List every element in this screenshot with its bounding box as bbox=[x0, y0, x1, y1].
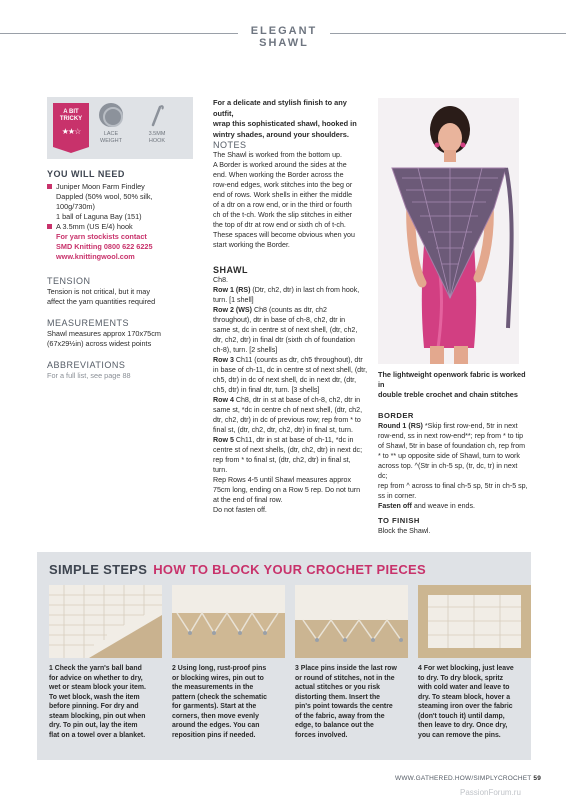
site-watermark: PassionForum.ru bbox=[460, 788, 521, 797]
step-line: before pinning. For dry and bbox=[49, 703, 139, 710]
shawl-line: final st, (dtr, ch2, dtr, ch2, dtr) in final st, turn. bbox=[213, 426, 353, 434]
notes-line: end of rows. Work shells in either the middle bbox=[213, 191, 353, 199]
shawl-line: dtr, ch2, dtr) in dc of previous row; rep from * to bbox=[213, 416, 361, 424]
notes-line: of a dtr on a row end, or in the third or fourth bbox=[213, 201, 352, 209]
shawl-line: 75cm long, ending on a Row 5 rep. Do not turn bbox=[213, 486, 361, 494]
hook-label-line2: HOOK bbox=[148, 138, 166, 144]
step-line: the measurements in the bbox=[172, 684, 254, 691]
step-4-illustration bbox=[418, 585, 531, 658]
material-line: Dappled (50% wool, 50% silk, bbox=[56, 192, 153, 201]
notes-line: ch of the t-ch. Work the slip stitches in either bbox=[213, 211, 353, 219]
page-number: 59 bbox=[533, 775, 542, 782]
bullet-square bbox=[47, 224, 52, 229]
material-line: 100g/730m) bbox=[56, 202, 95, 211]
row5-label: Row 5 bbox=[213, 436, 234, 444]
step-line: you can remove the pins. bbox=[418, 731, 501, 739]
row4-text: Ch8, dtr in st at base of ch-8, ch2, dtr in bbox=[233, 396, 361, 404]
intro-line: wintry shades, around your shoulders. bbox=[213, 129, 349, 139]
step-1-image bbox=[49, 585, 162, 658]
row2-label: Row 2 (WS) bbox=[213, 306, 253, 314]
step-2-image bbox=[172, 585, 285, 658]
material-item bbox=[47, 182, 197, 222]
step-line: for garments). Start at the bbox=[172, 703, 257, 710]
step-line: with cold water and leave to bbox=[418, 684, 510, 691]
header-rule-left bbox=[0, 33, 238, 34]
row2 bbox=[213, 305, 368, 315]
shawl-line: dtr, ch2, dtr) in final dtr (sixth ch of foundation bbox=[213, 336, 355, 344]
step-2-text bbox=[172, 664, 288, 740]
step-line: of the fabric, away from the bbox=[295, 712, 385, 720]
row1-text: (Dtr, ch2, dtr) in last ch from hook, bbox=[250, 286, 360, 294]
row4-label: Row 4 bbox=[213, 396, 234, 404]
stockists-link[interactable]: www.knittingwool.com bbox=[56, 252, 135, 261]
tension-text bbox=[47, 287, 197, 307]
difficulty-stars: ★★☆ bbox=[61, 127, 81, 136]
measurements-line: Shawl measures approx 170x75cm bbox=[47, 329, 161, 338]
material-line: 1 ball of Laguna Bay (151) bbox=[56, 212, 142, 221]
material-line: Juniper Moon Farm Findley bbox=[56, 182, 145, 191]
measurements-text bbox=[47, 329, 197, 349]
page-title: ELEGANT SHAWL bbox=[250, 25, 318, 49]
step-2-illustration bbox=[172, 585, 285, 658]
step-line: around the edges. You can bbox=[172, 722, 260, 729]
fasten-off-line bbox=[378, 501, 528, 511]
row4 bbox=[213, 395, 368, 405]
page-header bbox=[0, 22, 566, 49]
row3 bbox=[213, 355, 368, 365]
row5-text: Ch11, dtr in st at base of ch-11, *dc in bbox=[233, 436, 354, 444]
notes-line: end. When working the Border across the bbox=[213, 171, 344, 179]
crochet-hook-icon bbox=[145, 103, 169, 127]
row3-text: Ch11 (counts as dtr, ch5 throughout), dtr bbox=[233, 356, 363, 364]
row1 bbox=[213, 285, 368, 295]
yarn-label-line2: WEIGHT bbox=[100, 138, 122, 144]
step-line: distorting them. Insert the bbox=[295, 693, 380, 701]
shawl-line: at the end of final row. bbox=[213, 496, 283, 504]
notes-line: the top of dtr at row end or sixth ch of t-ch. bbox=[213, 221, 346, 229]
step-1-illustration bbox=[49, 585, 162, 658]
border-line: rep from ^ across to final ch-5 sp, 5tr in ch-5 sp, bbox=[378, 482, 528, 490]
page-footer bbox=[395, 775, 541, 782]
model-photo-illustration bbox=[378, 98, 519, 364]
caption-line: The lightweight openwork fabric is worked in bbox=[378, 370, 526, 389]
abbreviations-heading: ABBREVIATIONS bbox=[47, 360, 126, 370]
shawl-line: centre st of next shells, (dtr, ch2, dtr) in next dc; bbox=[213, 446, 363, 454]
step-line: To wet block, wash the item bbox=[49, 693, 140, 701]
material-item bbox=[47, 222, 197, 232]
border-section bbox=[378, 411, 528, 511]
step-line: wet or steam block your item. bbox=[49, 684, 146, 691]
step-line: forces involved. bbox=[295, 731, 348, 739]
steps-title bbox=[49, 562, 426, 577]
finish-line: Block the Shawl. bbox=[378, 527, 431, 535]
abbreviations-text: For a full list, see page 88 bbox=[47, 371, 131, 380]
stockists-line: SMD Knitting 0800 622 6225 bbox=[56, 242, 153, 251]
header-rule-right bbox=[330, 33, 566, 34]
shawl-line: ch5, dtr) in dc of next shell, dc in next dtr, (dtr, bbox=[213, 376, 357, 384]
step-line: flat on a towel over a blanket. bbox=[49, 731, 146, 739]
step-line: dry. To pin out, lay the item bbox=[49, 722, 138, 729]
shawl-line: Ch8. bbox=[213, 276, 228, 284]
shawl-line: ch-8), turn. [2 shells] bbox=[213, 346, 278, 354]
row3-label: Row 3 bbox=[213, 356, 234, 364]
shawl-line: same st, *dc in centre ch of next shell, (dtr, ch2, bbox=[213, 406, 363, 414]
stockists-line: For yarn stockists contact bbox=[56, 232, 147, 241]
step-line: 3 Place pins inside the last row bbox=[295, 665, 397, 672]
measurements-heading: MEASUREMENTS bbox=[47, 318, 130, 328]
shawl-line: turn. [1 shell] bbox=[213, 296, 254, 304]
notes-line: A Border is worked around the sides at the bbox=[213, 161, 347, 169]
step-line: or round of stitches, not in the bbox=[295, 674, 395, 682]
shawl-heading: SHAWL bbox=[213, 265, 248, 275]
tension-line: affect the yarn quantities required bbox=[47, 297, 156, 306]
step-line: steam blocking, pin out when bbox=[49, 712, 146, 720]
step-4-image bbox=[418, 585, 531, 658]
shawl-line: rep from * to final st, (dtr, ch2, dtr) in final st, bbox=[213, 456, 351, 464]
step-3-text bbox=[295, 664, 411, 740]
shawl-line: ch5, dtr) in final dtr, turn. [3 shells] bbox=[213, 386, 320, 394]
notes-line: start working the Border. bbox=[213, 241, 290, 249]
step-line: edge, to balance out the bbox=[295, 722, 374, 729]
step-4-text bbox=[418, 664, 530, 740]
step-line: 4 For wet blocking, just leave bbox=[418, 665, 514, 672]
step-line: then leave to dry. Once dry, bbox=[418, 722, 508, 729]
step-line: or blocking wires, pin out to bbox=[172, 674, 264, 682]
row2-text: Ch8 (counts as dtr, ch2 bbox=[252, 306, 327, 314]
notes-section bbox=[213, 140, 368, 250]
you-will-need-heading: YOU WILL NEED bbox=[47, 169, 125, 179]
round1-text: *Skip first row-end, 5tr in next bbox=[422, 422, 518, 430]
fasten-off-text: and weave in ends. bbox=[411, 502, 476, 510]
step-1-text bbox=[49, 664, 165, 740]
intro-line: wrap this sophisticated shawl, hooked in bbox=[213, 119, 357, 128]
step-line: 1 Check the yarn's ball band bbox=[49, 665, 142, 672]
notes-line: These spaces will become obvious when you bbox=[213, 231, 355, 239]
intro-text bbox=[213, 98, 368, 140]
tension-line: Tension is not critical, but it may bbox=[47, 287, 151, 296]
material-line: A 3.5mm (US E/4) hook bbox=[56, 222, 133, 231]
shawl-line: Do not fasten off. bbox=[213, 506, 267, 514]
notes-heading: NOTES bbox=[213, 140, 247, 150]
round1 bbox=[378, 421, 528, 431]
border-heading: BORDER bbox=[378, 411, 414, 420]
steps-title-sub: HOW TO BLOCK YOUR CROCHET PIECES bbox=[153, 562, 426, 577]
shawl-line: Rep Rows 4-5 until Shawl measures approx bbox=[213, 476, 351, 484]
step-3-illustration bbox=[295, 585, 408, 658]
step-line: actual stitches or you risk bbox=[295, 684, 381, 691]
tension-heading: TENSION bbox=[47, 276, 91, 286]
yarn-label-line1: LACE bbox=[103, 131, 119, 137]
shawl-section bbox=[213, 265, 368, 515]
step-line: (don't touch it) until damp, bbox=[418, 712, 505, 720]
simple-steps-panel bbox=[37, 552, 531, 760]
step-line: to dry. To dry block, spritz bbox=[418, 674, 504, 682]
step-line: corners, then move evenly bbox=[172, 712, 259, 720]
intro-line: For a delicate and stylish finish to any outfit, bbox=[213, 98, 347, 118]
shawl-line: throughout), dtr in base of ch-8, ch2, dtr in bbox=[213, 316, 346, 324]
yarn-ball-icon bbox=[99, 103, 123, 127]
measurements-line: (67x29½in) across widest points bbox=[47, 339, 152, 348]
materials-list bbox=[47, 182, 197, 262]
step-line: steaming iron over the fabric bbox=[418, 703, 513, 710]
round1-label: Round 1 (RS) bbox=[378, 422, 423, 430]
shawl-line: turn. bbox=[213, 466, 228, 474]
shawl-line: same st, dc in centre st of next shell, (dtr, ch2, bbox=[213, 326, 358, 334]
difficulty-label: A BIT TRICKY bbox=[59, 109, 83, 122]
step-line: dry. To steam block, hover a bbox=[418, 693, 511, 701]
hook-label-line1: 3.5MM bbox=[148, 131, 166, 137]
border-line: * to ** up opposite side of Shawl, turn to work bbox=[378, 452, 520, 460]
difficulty-badge bbox=[53, 103, 89, 153]
model-photo bbox=[378, 98, 519, 364]
yarn-weight-label bbox=[93, 131, 129, 145]
step-3-image bbox=[295, 585, 408, 658]
border-line: of Shawl, 5tr in base of foundation ch, rep from bbox=[378, 442, 526, 450]
fasten-off-label: Fasten off bbox=[378, 502, 412, 510]
row5 bbox=[213, 435, 368, 445]
step-line: reposition pins if needed. bbox=[172, 731, 256, 739]
pattern-info-box bbox=[47, 97, 193, 159]
step-line: pin's point towards the centre bbox=[295, 703, 393, 710]
steps-title-main: SIMPLE STEPS bbox=[49, 562, 148, 577]
hook-size-label bbox=[139, 131, 175, 145]
notes-line: row-end edges, work stitches into the beg or bbox=[213, 181, 353, 189]
caption-line: double treble crochet and chain stitches bbox=[378, 390, 518, 399]
finish-section bbox=[378, 516, 528, 536]
shawl-line: in base of ch-11, dc in centre st of next shell, (dtr, bbox=[213, 366, 368, 374]
photo-caption bbox=[378, 370, 528, 400]
row1-label: Row 1 (RS) bbox=[213, 286, 251, 294]
border-line: ss in corner. bbox=[378, 492, 417, 500]
border-line: across top. ^(Str in ch-5 sp, (tr, dc, tr) in next dc; bbox=[378, 462, 518, 480]
bullet-square bbox=[47, 184, 52, 189]
step-line: for advice on whether to dry, bbox=[49, 674, 143, 682]
stockists-info bbox=[47, 232, 197, 262]
step-line: 2 Using long, rust-proof pins bbox=[172, 665, 267, 672]
step-line: pattern (check the schematic bbox=[172, 693, 267, 701]
finish-heading: TO FINISH bbox=[378, 516, 420, 525]
notes-line: The Shawl is worked from the bottom up. bbox=[213, 151, 342, 159]
border-line: row-end, ss in next row-end**; rep from * to tip bbox=[378, 432, 524, 440]
footer-url[interactable]: WWW.GATHERED.HOW/SIMPLYCROCHET bbox=[395, 775, 532, 782]
